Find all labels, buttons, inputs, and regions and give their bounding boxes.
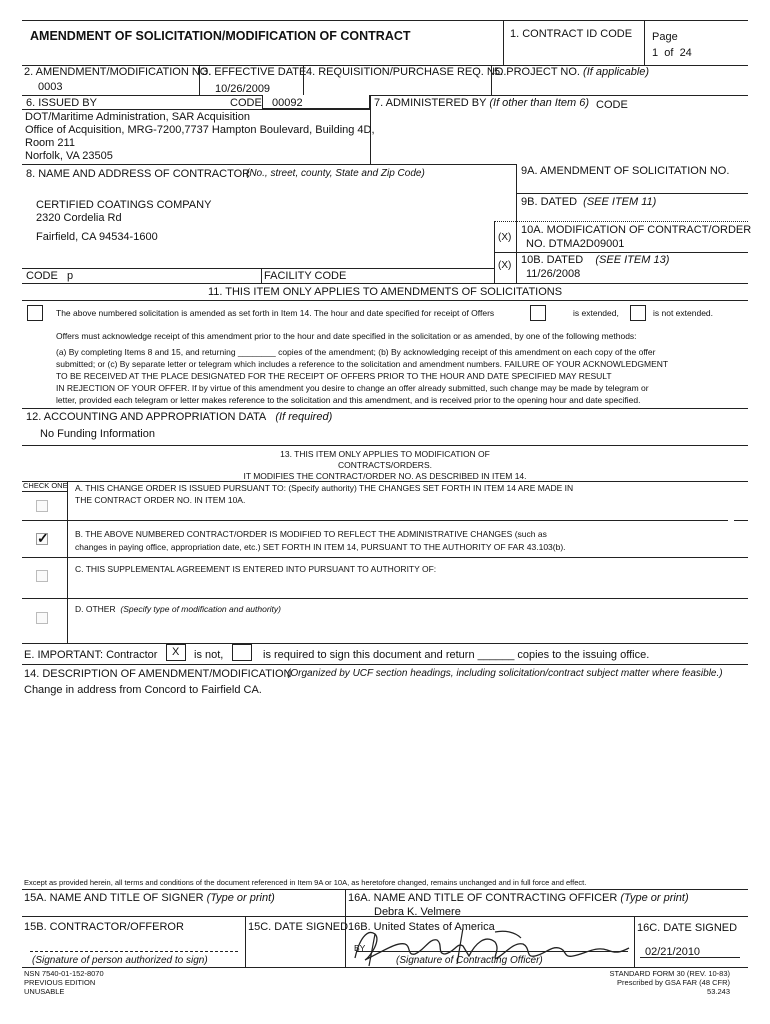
issued-by-label: 6. ISSUED BY xyxy=(26,97,97,109)
issuer-address-2: Office of Acquisition, MRG-7200,7737 Hampton Boulevard, Building 4D, xyxy=(25,124,375,136)
item-13-heading-1: 13. THIS ITEM ONLY APPLIES TO MODIFICATION OF xyxy=(280,449,490,459)
item-14-label: 14. DESCRIPTION OF AMENDMENT/MODIFICATION xyxy=(24,668,292,680)
item-9b-label: 9B. DATED (SEE ITEM 11) xyxy=(521,196,657,208)
item-13b-line-2: changes in paying office, appropriation date, etc.) SET FORTH IN ITEM 14, PURSUANT TO THE AUTHORITY OF FAR 43.103(b). xyxy=(75,542,566,552)
facility-code-label: FACILITY CODE xyxy=(264,270,347,282)
page-number: 1 of 24 xyxy=(652,47,692,59)
effective-date-value: 10/26/2009 xyxy=(215,83,271,95)
item-12-value: No Funding Information xyxy=(40,428,155,440)
item-11-para-3: submitted; or (c) By separate letter or telegram which includes a reference to the solicitation and amendment numbers. FAILURE OF YOUR ACKNOWLEDGMENT xyxy=(56,359,669,369)
item-13-heading-2: CONTRACTS/ORDERS. xyxy=(338,460,432,470)
check-icon: ✓ xyxy=(37,530,49,546)
f15a-label: 15A. NAME AND TITLE OF SIGNER (Type or print) xyxy=(24,892,275,904)
standard-form-label: STANDARD FORM 30 (REV. 10-83) xyxy=(609,969,730,978)
item-10a-value: NO. DTMA2D09001 xyxy=(526,238,625,250)
item-11-heading: 11. THIS ITEM ONLY APPLIES TO AMENDMENTS OF SOLICITATIONS xyxy=(207,286,563,298)
issued-code-value: 00092 xyxy=(272,97,303,109)
item-13a-line-2: THE CONTRACT ORDER NO. IN ITEM 10A. xyxy=(75,495,246,505)
extended-checkbox[interactable] xyxy=(530,305,546,321)
item-13d-checkbox[interactable] xyxy=(36,612,48,624)
amendment-no-value: 0003 xyxy=(38,81,63,93)
item-14-note: (Organized by UCF section headings, including solicitation/contract subject matter where feasible.) xyxy=(287,668,723,679)
item-11-checkbox[interactable] xyxy=(27,305,43,321)
f16c-label: 16C. DATE SIGNED xyxy=(637,922,738,934)
previous-edition: PREVIOUS EDITION xyxy=(24,978,96,987)
important-label: E. IMPORTANT: Contractor xyxy=(24,649,158,661)
item-13c-checkbox[interactable] xyxy=(36,570,48,582)
nsn-number: NSN 7540-01-152-8070 xyxy=(24,969,104,978)
unusable-label: UNUSABLE xyxy=(24,987,65,996)
item-10b-value: 11/26/2008 xyxy=(526,268,581,280)
item-13c-line: C. THIS SUPPLEMENTAL AGREEMENT IS ENTERED INTO PURSUANT TO AUTHORITY OF: xyxy=(75,564,437,574)
issuer-address-4: Norfolk, VA 23505 xyxy=(25,150,113,162)
important-rest: is required to sign this document and return ______ copies to the issuing office. xyxy=(263,649,650,661)
except-text: Except as provided herein, all terms and conditions of the document referenced in Item 9A or 10A, as heretofore changed, remains unchanged and in full force and effect. xyxy=(24,878,587,887)
contract-id-label: 1. CONTRACT ID CODE xyxy=(510,28,633,40)
f16c-value: 02/21/2010 xyxy=(645,946,701,958)
contractor-code: CODE p xyxy=(26,270,74,282)
effective-date-label: 3. EFFECTIVE DATE xyxy=(202,66,307,78)
x-mark-10b: (X) xyxy=(498,260,512,271)
contractor-note: (No., street, county, State and Zip Code) xyxy=(246,168,425,179)
is-required-checkbox[interactable] xyxy=(232,644,252,661)
is-not-label: is not, xyxy=(194,649,224,661)
issued-code-label: CODE xyxy=(230,97,262,109)
check-one-label: CHECK ONE xyxy=(23,481,68,490)
issuer-address-1: DOT/Maritime Administration, SAR Acquisition xyxy=(25,111,250,123)
form-title: AMENDMENT OF SOLICITATION/MODIFICATION OF CONTRACT xyxy=(30,29,411,43)
item-9a-label: 9A. AMENDMENT OF SOLICITATION NO. xyxy=(521,165,730,177)
sig-person-caption: (Signature of person authorized to sign) xyxy=(32,955,208,966)
sig-officer-caption: (Signature of Contracting Officer) xyxy=(396,955,543,966)
far-reference: 53.243 xyxy=(707,987,730,996)
contractor-street: 2320 Cordelia Rd xyxy=(36,212,122,224)
f15c-label: 15C. DATE SIGNED xyxy=(248,921,349,933)
requisition-label: 4. REQUISITION/PURCHASE REQ. NO. xyxy=(306,66,507,78)
item-11-para-6: letter, provided each telegram or letter makes reference to the solicitation and this amendment, and is received prior to the opening hour and date specified. xyxy=(56,395,641,405)
administered-code-label: CODE xyxy=(596,99,628,111)
amendment-no-label: 2. AMENDMENT/MODIFICATION NO. xyxy=(24,66,212,78)
administered-by-label: 7. ADMINISTERED BY (If other than Item 6) xyxy=(374,97,589,109)
prescribed-label: Prescribed by GSA FAR (48 CFR) xyxy=(617,978,730,987)
page-label: Page xyxy=(652,31,678,43)
contractor-label: 8. NAME AND ADDRESS OF CONTRACTOR xyxy=(26,168,251,180)
item-11-para-1: Offers must acknowledge receipt of this amendment prior to the hour and date specified in the solicitation or as amended, by one of the following methods: xyxy=(56,331,637,341)
item-12-label: 12. ACCOUNTING AND APPROPRIATION DATA (If required) xyxy=(26,411,333,423)
item-13d-line: D. OTHER (Specify type of modification and authority) xyxy=(75,604,281,614)
item-14-value: Change in address from Concord to Fairfield CA. xyxy=(24,684,262,696)
f16b-label: 16B. United States of America xyxy=(348,921,495,933)
f16b-by: BY xyxy=(354,943,366,953)
item-13-heading-3: IT MODIFIES THE CONTRACT/ORDER NO. AS DESCRIBED IN ITEM 14. xyxy=(243,471,527,481)
item-11-para-5: IN REJECTION OF YOUR OFFER. If by virtue of this amendment you desire to change an offer already submitted, such change may be made by telegram or xyxy=(56,383,649,393)
f16a-label: 16A. NAME AND TITLE OF CONTRACTING OFFICER (Type or print) xyxy=(348,892,689,904)
issuer-address-3: Room 211 xyxy=(25,137,75,149)
item-13a-checkbox[interactable] xyxy=(36,500,48,512)
is-not-x-mark: X xyxy=(172,646,180,658)
contractor-name: CERTIFIED COATINGS COMPANY xyxy=(36,199,212,211)
extended-label: is extended, xyxy=(573,308,619,318)
item-13a-line-1: A. THIS CHANGE ORDER IS ISSUED PURSUANT TO: (Specify authority) THE CHANGES SET FORTH IN ITEM 14 ARE MADE IN xyxy=(75,483,574,493)
item-10b-label: 10B. DATED (SEE ITEM 13) xyxy=(521,254,670,266)
item-10a-label: 10A. MODIFICATION OF CONTRACT/ORDER xyxy=(521,224,752,236)
item-13b-line-1: B. THE ABOVE NUMBERED CONTRACT/ORDER IS MODIFIED TO REFLECT THE ADMINISTRATIVE CHANGES (such as xyxy=(75,529,547,539)
f16a-value: Debra K. Velmere xyxy=(374,906,461,918)
contractor-city: Fairfield, CA 94534-1600 xyxy=(36,231,158,243)
not-extended-checkbox[interactable] xyxy=(630,305,646,321)
item-11-text: The above numbered solicitation is amended as set forth in Item 14. The hour and date specified for receipt of Offers xyxy=(56,308,495,318)
item-11-para-2: (a) By completing Items 8 and 15, and returning ________ copies of the amendment; (b) By acknowledging receipt of this amendment on each copy of the offer xyxy=(56,347,656,357)
x-mark-10a: (X) xyxy=(498,232,512,243)
f15b-label: 15B. CONTRACTOR/OFFEROR xyxy=(24,921,184,933)
not-extended-label: is not extended. xyxy=(653,308,714,318)
item-11-para-4: TO BE RECEIVED AT THE PLACE DESIGNATED FOR THE RECEIPT OF OFFERS PRIOR TO THE HOUR AND DATE SPECIFIED MAY RESULT xyxy=(56,371,612,381)
project-no-label: 5. PROJECT NO. (If applicable) xyxy=(494,66,650,78)
